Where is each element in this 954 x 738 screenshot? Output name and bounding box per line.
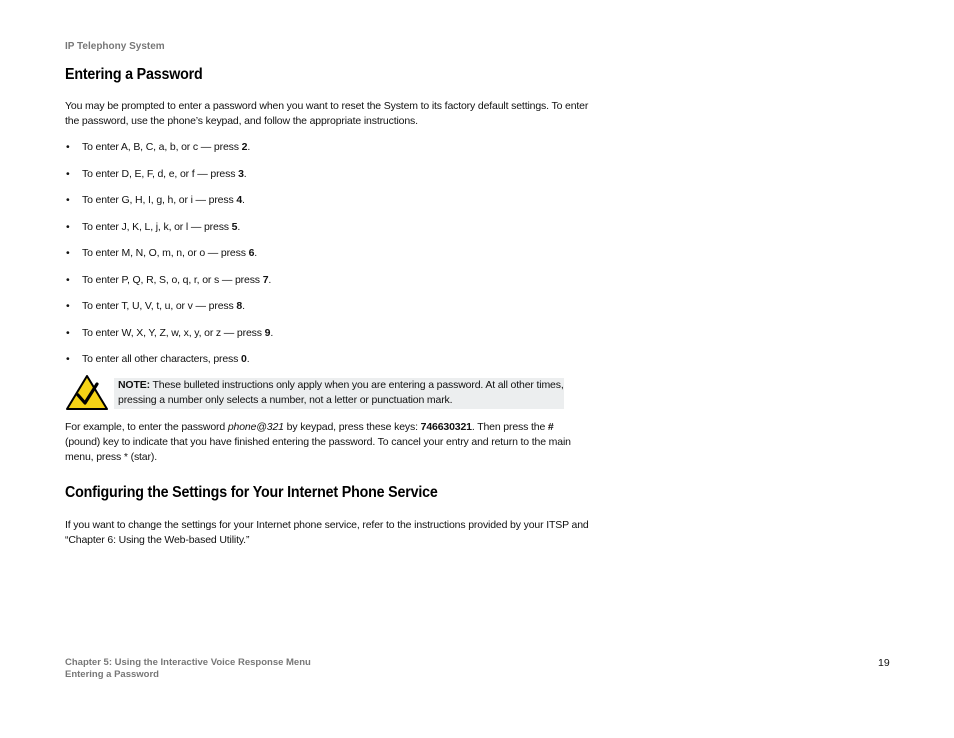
bullet-end: .: [270, 326, 274, 339]
list-item: [65, 246, 590, 261]
note-callout: [65, 378, 590, 418]
bullet-key: 2: [241, 141, 248, 153]
bullet-text: To enter A, B, C, a, b, or c — press: [82, 141, 242, 153]
example-text-3: . Then press the: [471, 420, 548, 433]
bullet-text: To enter T, U, V, t, u, or v — press: [82, 300, 237, 312]
list-item: [65, 299, 590, 314]
footer-section: Entering a Password: [65, 669, 159, 680]
example-text-4: (pound) key to indicate that you have finished entering the password. To cancel your entry and return to the main menu, press * (star).: [65, 435, 571, 463]
bullet-text: To enter P, Q, R, S, o, q, r, or s — press: [82, 273, 263, 286]
bullet-icon: •: [66, 300, 70, 312]
bullet-icon: •: [66, 247, 70, 259]
bullet-end: .: [246, 353, 250, 365]
example-paragraph: [65, 420, 590, 465]
bullet-end: .: [247, 141, 251, 153]
bullet-text: To enter J, K, L, j, k, or l — press: [82, 220, 232, 233]
bullet-text: To enter M, N, O, m, n, or o — press: [82, 247, 249, 259]
bullet-key: 9: [264, 326, 271, 339]
intro-paragraph: You may be prompted to enter a password when you want to reset the System to its factory default settings. To enter the password, use the phone’s keypad, and follow the appropriate instructions.: [65, 100, 589, 127]
list-item: [65, 220, 590, 235]
example-text-1: For example, to enter the password: [65, 420, 228, 433]
bullet-text: To enter G, H, I, g, h, or i — press: [82, 194, 237, 206]
bullet-icon: •: [66, 194, 70, 206]
note-body: These bulleted instructions only apply when you are entering a password. At all other times, pressing a number only selects a number, not a letter or punctuation mark.: [118, 378, 564, 406]
list-item: [65, 193, 590, 208]
example-text-2: by keypad, press these keys:: [283, 420, 421, 433]
bullet-end: .: [243, 167, 247, 180]
list-item: [65, 273, 590, 288]
config-paragraph: If you want to change the settings for your Internet phone service, refer to the instructions provided by your ITSP and “Chapter 6: Using the Web-based Utility.”: [65, 518, 589, 546]
list-item: [65, 326, 590, 341]
bullet-text: To enter W, X, Y, Z, w, x, y, or z — press: [82, 326, 265, 339]
keypad-bullet-list: [65, 140, 590, 367]
section-title-configuring-settings: Configuring the Settings for Your Internet Phone Service: [65, 483, 438, 501]
bullet-key: 7: [262, 273, 269, 286]
bullet-icon: •: [66, 353, 70, 365]
list-item: [65, 140, 590, 155]
bullet-icon: •: [66, 273, 70, 286]
page-number: 19: [878, 657, 890, 669]
note-box: [114, 378, 564, 409]
example-keys: 746630321: [420, 420, 472, 433]
note-text: [118, 378, 564, 408]
bullet-end: .: [268, 273, 272, 286]
example-pound-key: #: [547, 420, 554, 433]
bullet-key: 0: [241, 353, 247, 365]
bullet-end: .: [242, 300, 245, 312]
bullet-end: .: [242, 194, 245, 206]
bullet-icon: •: [66, 141, 70, 153]
page-content: [65, 66, 590, 548]
list-item: [65, 167, 590, 182]
bullet-text: To enter all other characters, press: [82, 353, 242, 365]
running-header: IP Telephony System: [65, 41, 165, 52]
example-password: phone@321: [227, 420, 284, 433]
checkmark-warning-icon: [65, 374, 109, 412]
section-title-entering-password: Entering a Password: [65, 66, 203, 83]
bullet-text: To enter D, E, F, d, e, or f — press: [82, 167, 239, 180]
note-label: NOTE:: [118, 378, 150, 391]
bullet-key: 4: [236, 194, 243, 206]
bullet-end: .: [237, 220, 241, 233]
bullet-key: 3: [238, 167, 244, 180]
footer-chapter: Chapter 5: Using the Interactive Voice Response Menu: [65, 657, 311, 668]
bullet-icon: •: [66, 220, 70, 233]
list-item: [65, 352, 590, 367]
bullet-key: 5: [231, 220, 238, 233]
footer-chapter-info: [65, 657, 311, 681]
bullet-icon: •: [66, 326, 70, 339]
bullet-key: 8: [236, 300, 243, 312]
bullet-key: 6: [248, 247, 255, 259]
bullet-end: .: [254, 247, 258, 259]
bullet-icon: •: [66, 167, 70, 180]
